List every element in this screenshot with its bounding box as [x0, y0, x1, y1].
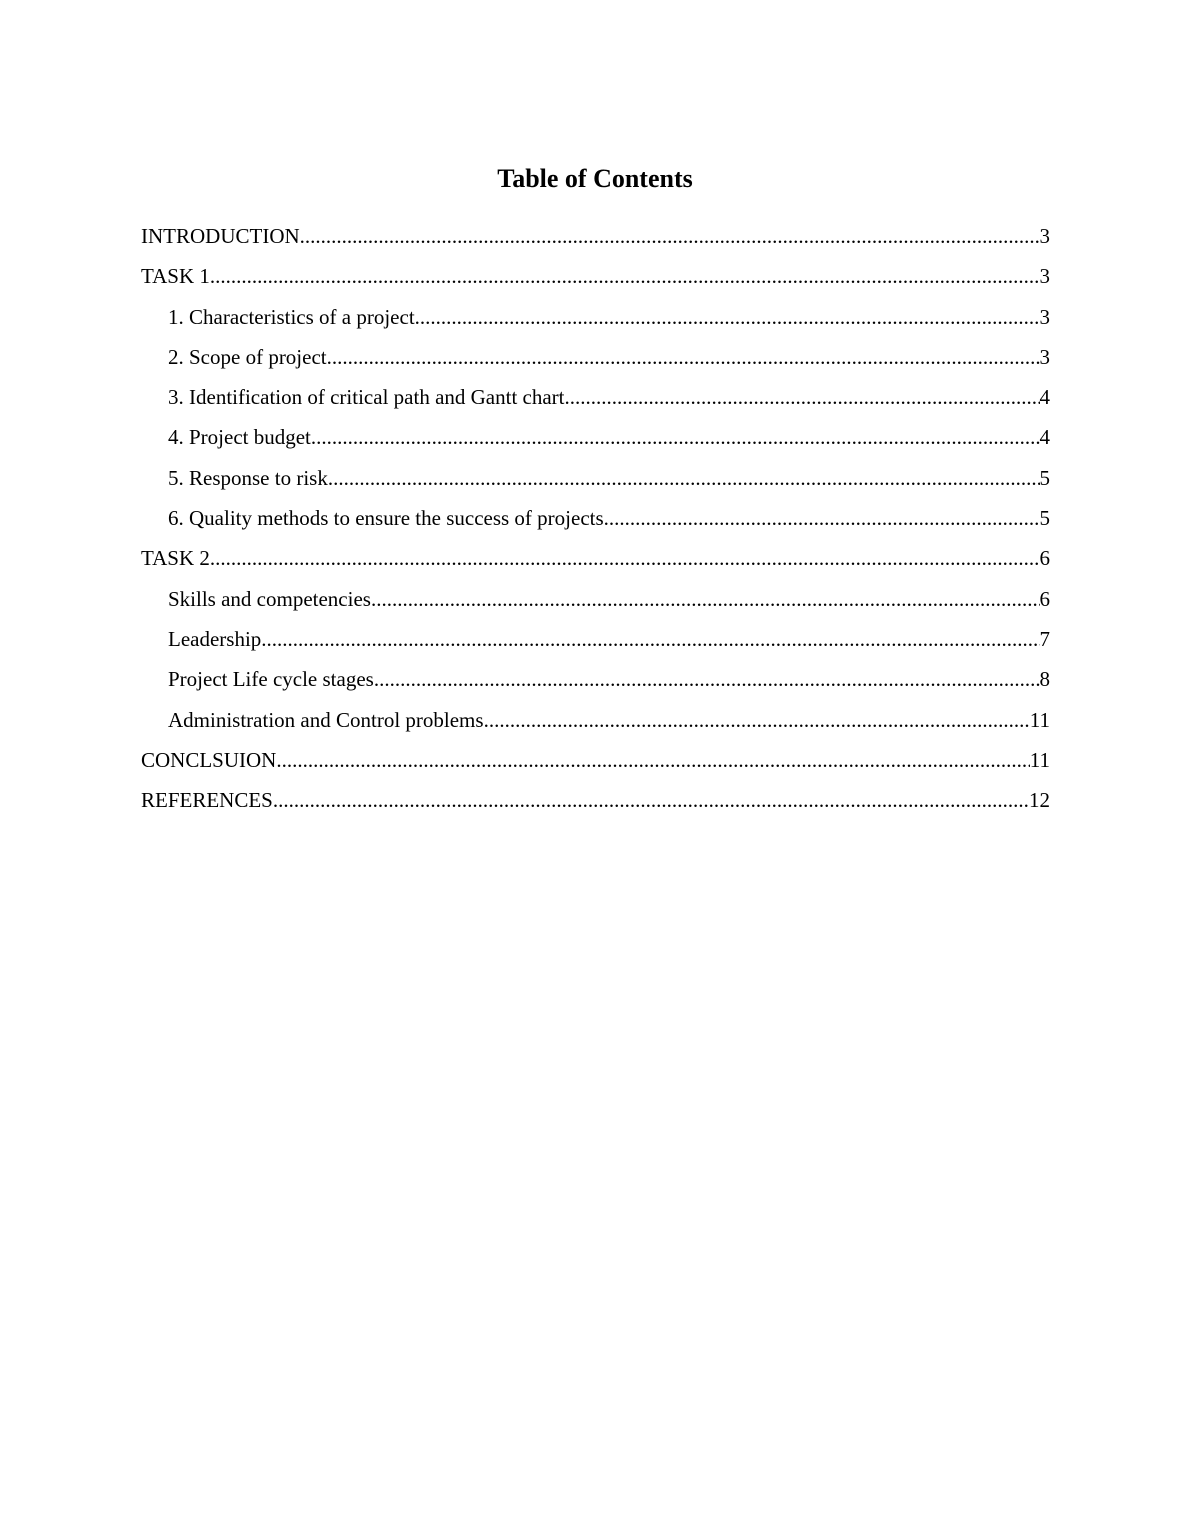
toc-entry-label: REFERENCES	[141, 788, 273, 813]
toc-entry-budget[interactable]	[141, 421, 1050, 461]
toc-entry-label: 5. Response to risk	[168, 465, 328, 490]
toc-title: Table of Contents	[497, 164, 693, 193]
toc-entry-page: 3	[1039, 304, 1050, 329]
toc-entry-label: 6. Quality methods to ensure the success of projects	[168, 506, 604, 531]
toc-entry-page: 4	[1039, 425, 1050, 450]
toc-entry-risk[interactable]	[141, 462, 1050, 502]
toc-entry-label: 4. Project budget	[168, 425, 311, 450]
toc-entry-page: 3	[1039, 224, 1050, 248]
toc-leader-dots	[311, 421, 1040, 453]
toc-entry-page: 6	[1039, 586, 1050, 611]
toc-entry-label: INTRODUCTION	[141, 224, 300, 248]
toc-entry-page: 8	[1039, 667, 1050, 692]
toc-leader-dots	[300, 220, 1040, 252]
toc-leader-dots	[210, 542, 1040, 574]
toc-leader-dots	[276, 744, 1029, 776]
toc-entry-conclusion[interactable]	[141, 744, 1050, 784]
toc-entry-skills[interactable]	[141, 583, 1050, 623]
toc-entry-page: 11	[1029, 747, 1050, 772]
toc-entry-page: 4	[1039, 385, 1050, 410]
toc-entry-page: 5	[1039, 465, 1050, 490]
toc-leader-dots	[327, 341, 1040, 373]
toc-leader-dots	[261, 623, 1039, 655]
toc-entry-administration[interactable]	[141, 704, 1050, 744]
toc-entry-page: 5	[1039, 506, 1050, 531]
toc-entry-quality[interactable]	[141, 502, 1050, 542]
toc-entry-life-cycle[interactable]	[141, 663, 1050, 703]
toc-entry-introduction[interactable]	[141, 220, 1050, 260]
toc-entry-label: Project Life cycle stages	[168, 667, 374, 692]
toc-entry-page: 3	[1039, 344, 1050, 369]
toc-entry-label: 1. Characteristics of a project	[168, 304, 415, 329]
toc-entry-references[interactable]	[141, 784, 1050, 824]
toc-entry-task-1[interactable]	[141, 260, 1050, 300]
toc-leader-dots	[565, 381, 1040, 413]
toc-entry-label: TASK 2	[141, 546, 210, 571]
toc-entry-leadership[interactable]	[141, 623, 1050, 663]
toc-entry-task-2[interactable]	[141, 542, 1050, 582]
toc-leader-dots	[210, 260, 1040, 292]
toc-entry-label: Administration and Control problems	[168, 707, 484, 732]
toc-entry-label: 3. Identification of critical path and Gantt chart	[168, 385, 565, 410]
toc-leader-dots	[273, 784, 1029, 816]
toc-leader-dots	[328, 462, 1040, 494]
toc-entry-page: 12	[1029, 788, 1050, 813]
toc-leader-dots	[604, 502, 1040, 534]
toc-entry-label: Leadership	[168, 626, 262, 651]
toc-entry-page: 6	[1039, 546, 1050, 571]
toc-entry-characteristics[interactable]	[141, 301, 1050, 341]
toc-entry-label: Skills and competencies	[168, 586, 371, 611]
toc-leader-dots	[371, 583, 1040, 615]
toc-entry-scope[interactable]	[141, 341, 1050, 381]
toc-entry-page: 11	[1029, 707, 1050, 732]
toc-entry-label: 2. Scope of project	[168, 344, 327, 369]
toc-entry-critical-path[interactable]	[141, 381, 1050, 421]
toc-leader-dots	[374, 663, 1040, 695]
toc-leader-dots	[415, 301, 1040, 333]
toc-entry-label: CONCLSUION	[141, 747, 277, 772]
toc-leader-dots	[484, 704, 1030, 736]
toc-entry-page: 3	[1039, 264, 1050, 289]
toc-entry-page: 7	[1039, 626, 1050, 651]
toc-list	[141, 220, 1050, 824]
toc-entry-label: TASK 1	[141, 264, 210, 289]
